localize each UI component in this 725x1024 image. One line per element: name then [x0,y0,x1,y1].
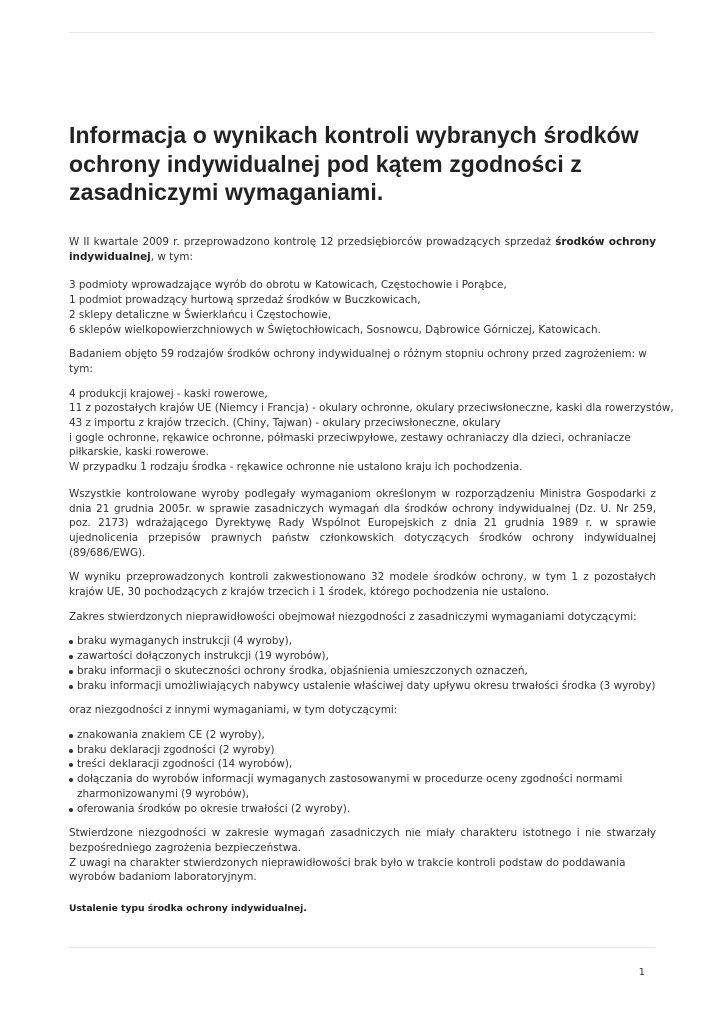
entity-line: 6 sklepów wielkopowierzchniowych w Świętochłowicach, Sosnowcu, Dąbrowice Górniczej, Katowicach. [69,323,601,336]
origins-list [69,387,674,475]
document-title: Informacja o wynikach kontroli wybranych środków ochrony indywidualnej pod kątem zgodności z zasadniczymi wymaganiami. [69,122,639,205]
entity-line: 3 podmioty wprowadzające wyrób do obrotu w Katowicach, Częstochowie i Porąbce, [69,279,507,292]
intro-text: W II kwartale 2009 r. przeprowadzono kontrolę 12 przedsiębiorców prowadzących sprzedaż [69,236,556,248]
list-item: oferowania środków po okresie trwałości (2 wyroby). [69,802,656,817]
list-item: dołączania do wyrobów informacji wymaganych zastosowanymi w procedurze oceny zgodności normami zharmonizowanymi (9 wyrobów), [69,772,656,801]
other-intro: oraz niezgodności z innymi wymaganiami, w tym dotyczącymi: [69,704,398,717]
entities-list [69,278,656,337]
origin-line: i gogle ochronne, rękawice ochronne, półmaski przeciwpyłowe, zestawy ochraniaczy dla dzieci, ochraniacze piłkarskie, kaski rowerowe. [69,431,631,459]
origin-line: W przypadku 1 rodzaju środka - rękawice ochronne nie ustalono kraju ich pochodzenia. [69,461,523,474]
origin-line: 11 z pozostałych krajów UE (Niemcy i Francja) - okulary ochronne, okulary przeciwsłoneczne, kaski dla rowerzystów, [69,402,674,415]
entity-line: 2 sklepy detaliczne w Świerklańcu i Częstochowie, [69,308,332,321]
origin-line: 4 produkcji krajowej - kaski rowerowe, [69,387,268,400]
list-item: znakowania znakiem CE (2 wyroby), [69,728,656,743]
list-item: braku wymaganych instrukcji (4 wyroby), [69,634,656,649]
conclusion-line: Stwierdzone niezgodności w zakresie wymagań zasadniczych nie miały charakteru istotnego i nie stwarzały bezpośredniego zagrożenia bezpieczeństwa. [69,827,656,854]
intro-suffix: , w tym: [150,250,194,263]
requirements-paragraph: Wszystkie kontrolowane wyroby podlegały wymaganiom określonym w rozporządzeniu Ministra Gospodarki z dnia 21 grudnia 2005r. w sprawie zasadniczych wymagań dla środków ochrony indywidualnej (Dz. U. Nr 259, poz. 2173) wdrażającego Dyrektywę Rady Wspólnot Europejskich z dnia 21 grudnia 1989 r. w sprawie ujednolicenia przepisów prawnych państw członkowskich dotyczących środków ochrony indywidualnej (89/686/EWG). [69,487,656,559]
list-item: braku informacji umożliwiających nabywcy ustalenie właściwej daty upływu okresu trwałości środka (3 wyroby) [69,679,656,694]
intro-bold-term: środków ochrony indywidualnej [69,236,657,263]
conclusion-line: Z uwagi na charakter stwierdzonych nieprawidłowości brak było w trakcie kontroli podstaw do poddawania wyrobów badaniom laboratoryjnym. [69,856,626,884]
entity-line: 1 podmiot prowadzący hurtową sprzedaż środków w Buczkowicach, [69,294,421,307]
top-divider [69,32,655,33]
list-item: braku informacji o skuteczności ochrony środka, objaśnienia umieszczonych oznaczeń, [69,664,656,679]
page-number: 1 [638,967,645,978]
list-item: braku deklaracji zgodności (2 wyroby) [69,743,656,758]
examined-paragraph: Badaniem objęto 59 rodzajów środków ochrony indywidualnej o różnym stopniu ochrony przed zagrożeniem: w tym: [69,348,647,375]
scope-intro: Zakres stwierdzonych nieprawidłowości obejmował niezgodności z zasadniczymi wymaganiami dotyczącymi: [69,610,637,623]
scope-list [69,634,656,693]
results-paragraph: W wyniku przeprowadzonych kontroli zakwestionowano 32 modele środków ochrony, w tym 1 z pozostałych krajów UE, 30 pochodzących z krajów trzecich i 1 środek, którego pochodzenia nie ustalono. [69,571,656,599]
conclusion-block [69,826,656,885]
document-body [69,235,674,917]
origin-line: 43 z importu z krajów trzecich. (Chiny, Tajwan) - okulary przeciwsłoneczne, okulary [69,417,501,430]
bottom-divider [69,947,655,948]
list-item: zawartości dołączonych instrukcji (19 wyrobów), [69,649,656,664]
intro-paragraph [69,235,656,264]
list-item: treści deklaracji zgodności (14 wyrobów), [69,757,656,772]
other-list [69,728,656,816]
section-heading: Ustalenie typu środka ochrony indywidualnej. [69,903,307,915]
